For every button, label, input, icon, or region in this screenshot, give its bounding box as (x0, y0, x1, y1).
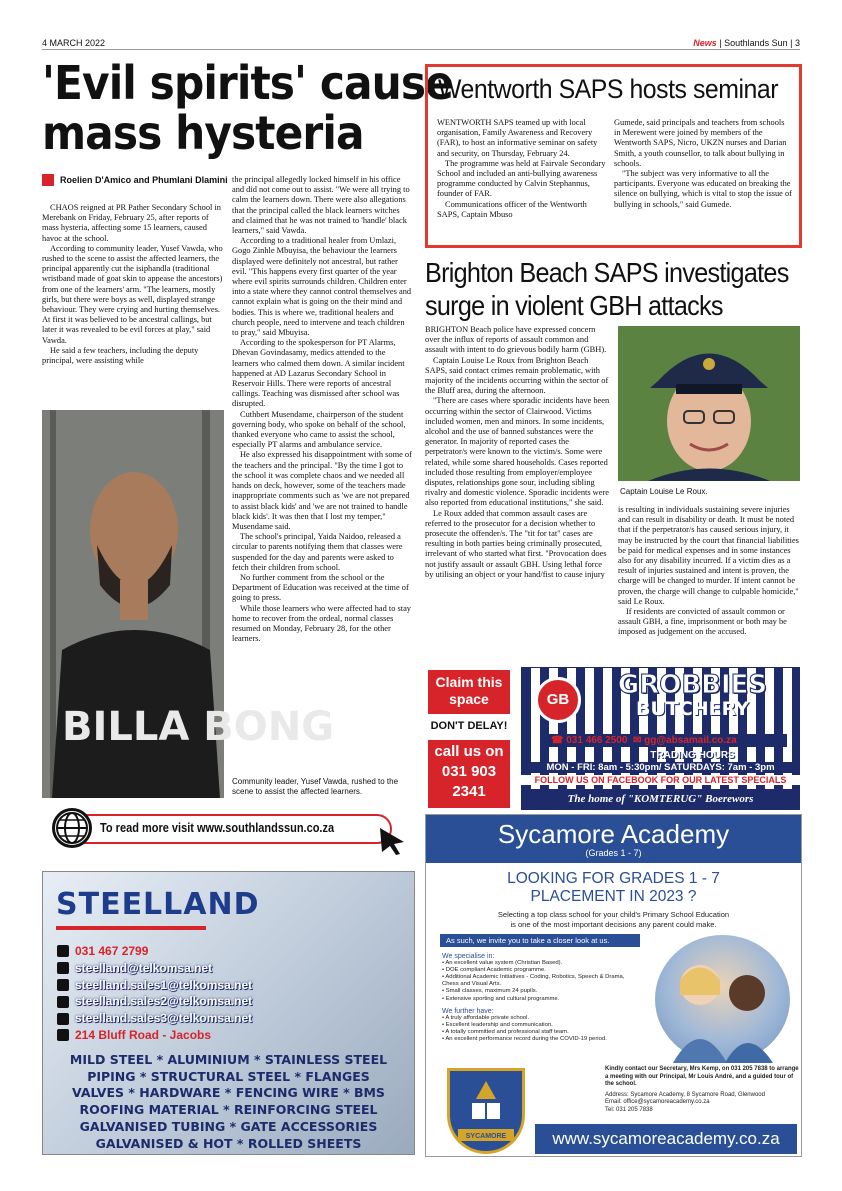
sycamore-contact (605, 1066, 800, 1114)
steelland-title: STEELLAND (56, 887, 260, 922)
grobbies-email: gg@absamail.co.za (644, 735, 737, 746)
story1-paragraph: According to a traditional healer from Umlazi, Gogo Zinhle Mbuyisa, the behaviour the learners displayed were definitely not ancestral, but rather evil. "This happens every first quarter of the year where evil spirits surrounds children. Children enter into a state where they cannot control themselves and cannot explain what is going on the their mind and bodies. This is where we, traditional healers and church people, need to intervene and teach children to pray," said Mbuyisa. (232, 236, 412, 338)
story2-column2 (614, 118, 792, 210)
feature-text: An excellent performance record during the COVID-19 period. (445, 1036, 607, 1043)
paper-page: | Southlands Sun | 3 (719, 38, 800, 48)
grobbies-logo: GB (535, 677, 581, 723)
feature-text: A totally committed and professional staff team. (445, 1028, 569, 1035)
sycamore-intro-line: is one of the most important decisions any parent could make. (510, 920, 717, 929)
product-line: GALVANISED & HOT * ROLLED SHEETS (95, 1135, 362, 1151)
sycamore-feature: • Additional Academic Initiatives - Coding, Robotics, Speech & Drama, Chess and Visual Arts. (442, 974, 625, 988)
story2-paragraph: "The subject was very informative to all the participants. Everyone was educated on breaking the silence on bullying, which is vital to stop the issue of bullying in schools," said Gumede. (614, 169, 792, 209)
sycamore-url[interactable]: www.sycamoreacademy.co.za (535, 1124, 797, 1154)
read-more-link[interactable]: To read more visit www.southlandssun.co.za (100, 821, 335, 835)
claim-ad-headline: Claim this space (428, 670, 510, 714)
product-line: PIPING * STRUCTURAL STEEL * FLANGES (87, 1068, 370, 1084)
grobbies-phone: 031 466 2500 (566, 735, 628, 746)
story1-paragraph: Cuthbert Musendame, chairperson of the student governing body, who spoke on behalf of the school, thanked everyone who came to assist the school, especially PT alarms and ambulance service. (232, 409, 406, 450)
grobbies-facebook: FOLLOW US ON FACEBOOK FOR OUR LATEST SPECIALS (521, 775, 800, 785)
sycamore-offer-title: We further have: (442, 1007, 494, 1015)
sycamore-invite: As such, we invite you to take a closer look at us. (440, 934, 640, 947)
feature-text: DOE compliant Academic programme. (445, 967, 546, 974)
grobbies-hours: MON - FRI: 8am - 5:30pm/ SATURDAYS: 7am - 3pm (521, 762, 800, 773)
product-line: MILD STEEL * ALUMINIUM * STAINLESS STEEL (69, 1052, 388, 1067)
story1-byline (42, 174, 228, 186)
story3-headline (425, 256, 789, 322)
byline-text: Roelien D'Amico and Phumlani Dlamini (60, 175, 228, 185)
sycamore-tel: Tel: 031 205 7838 (605, 1106, 653, 1113)
product-line: ROOFING MATERIAL * REINFORCING STEEL (79, 1102, 378, 1118)
grobbies-tagline: The home of "KOMTERUG" Boerewors (521, 789, 800, 810)
sycamore-feature: • An excellent performance record during the COVID-19 period. (442, 1036, 607, 1043)
sycamore-headline (426, 870, 801, 906)
sycamore-headline-line1: LOOKING FOR GRADES 1 - 7 (507, 870, 720, 887)
header-rule (42, 49, 800, 50)
sycamore-feature: • DOE compliant Academic programme. (442, 967, 546, 974)
sycamore-specialise-title: We specialise in: (442, 953, 495, 960)
sycamore-features (442, 952, 642, 1043)
feature-text: Extensive sporting and cultural programme. (445, 995, 560, 1002)
byline-marker (42, 174, 54, 186)
claim-ad-urgency: DON'T DELAY! (430, 720, 508, 732)
steelland-email: steelland.sales1@telkomsa.net (75, 977, 253, 992)
sycamore-contact-text: Kindly contact our Secretary, Mrs Kemp, on 031 205 7838 to arrange a meeting with our Principal, Mr Louis André, and a guided tour of the school. (605, 1066, 799, 1087)
story1-headline-line1: 'Evil spirits' cause (42, 56, 453, 110)
mail-icon (57, 1013, 69, 1025)
story1-headline-line2: mass hysteria (42, 106, 364, 160)
mail-icon (57, 962, 69, 974)
story1-paragraph: No further comment from the school or the Department of Education was received at the time of going to press. (232, 572, 409, 603)
story1-paragraph: The school's principal, Yaida Naidoo, released a circular to parents notifying them that classes were suspended for the day and parents were asked to fetch their children from school. (232, 532, 403, 572)
story3-headline-line1: Brighton Beach SAPS investigates (425, 257, 789, 288)
grobbies-title: GROBBIES (617, 670, 768, 700)
cursor-icon (378, 826, 408, 856)
steelland-email: steelland.sales3@telkomsa.net (75, 1011, 253, 1026)
page-folio (693, 38, 800, 48)
sycamore-headline-line2: PLACEMENT IN 2023 ? (530, 888, 697, 905)
story1-column2 (232, 175, 412, 644)
sycamore-feature: • Small classes, maximum 24 pupils. (442, 988, 538, 995)
story2-headline: Wentworth SAPS hosts seminar (438, 74, 779, 104)
sycamore-grades: (Grades 1 - 7) (585, 848, 642, 858)
story3-paragraph: is resulting in individuals sustaining severe injuries and can result in disability or death. It must be noted that if the perpetrator/s has caused serious injury, it may be instructed by the court that financial liabilities be paid for medical expenses and in some instances also for any disability incurred. If a victim dies as a result of injuries sustained and intent is proven, the charge will be changed to murder. If intent cannot be proven, the charge will change to culpable homicide," said Le Roux. (618, 505, 799, 606)
feature-text: Additional Academic Initiatives - Coding, Robotics, Speech & Drama, Chess and Visual Arts. (442, 974, 625, 988)
steelland-email: steelland.sales2@telkomsa.net (75, 994, 253, 1009)
sycamore-intro-line: Selecting a top class school for your child's Primary School Education (497, 910, 730, 919)
steelland-email: steelland@telkomsa.net (75, 960, 213, 975)
story3-paragraph: Captain Louise Le Roux from Brighton Beach SAPS, said contact crimes remain problematic, with majority of the incidents occurring within the sector of the Bluff area, during the afternoon. (425, 355, 609, 396)
story3-paragraph: Le Roux added that common assault cases are referred to the prosecutor for a decision whether to prosecute the offender/s. The "tit for tat" cases are resulting in both parties being criminally prosecuted, irrelevant of who started what first. "Provocation does not justify assault or assault GBH. Using lethal force by utilising an object or your hand/fist to cause injury (425, 508, 607, 579)
sycamore-feature: • Extensive sporting and cultural programme. (442, 995, 560, 1002)
sycamore-photo (655, 935, 790, 1063)
story3-column1 (425, 325, 611, 580)
claim-ad-phone: call us on 031 903 2341 (428, 740, 510, 808)
story3-headline-line2: surge in violent GBH attacks (425, 290, 723, 321)
story1-column1 (42, 203, 224, 366)
sycamore-intro (426, 910, 801, 930)
sycamore-feature: • An excellent value system (Christian Based). (442, 960, 563, 967)
feature-text: An excellent value system (Christian Based). (445, 960, 563, 967)
story3-column2 (618, 505, 800, 638)
story1-paragraph: He said a few teachers, including the deputy principal, were assisting while (42, 345, 199, 366)
steelland-underline (56, 926, 206, 930)
sycamore-crest (447, 1068, 525, 1154)
section-label: News (693, 38, 717, 48)
globe-graphic (55, 811, 89, 845)
feature-text: Excellent leadership and communication. (445, 1021, 553, 1028)
globe-icon (52, 808, 92, 848)
grobbies-contact (547, 734, 787, 747)
story1-paragraph: According to the spokesperson for PT Alarms, Dhevan Govindasamy, medics attended to the learners who calmed them down. A similar incident happened at AD Lazarus Secondary School in Reservoir Hills. There were reports of ancestral callings. Teaching was dismissed after school was disrupted. (232, 338, 405, 409)
story2-paragraph: WENTWORTH SAPS teamed up with local organisation, Family Awareness and Recovery (FAR), to host an informative seminar on safety and security, on Thursday, February 24. (437, 118, 598, 158)
sycamore-feature: • Excellent leadership and communication. (442, 1021, 553, 1028)
sycamore-address: Address: Sycamore Academy, 8 Sycamore Road, Glenwood (605, 1091, 765, 1098)
story2-paragraph: Communications officer of the Wentworth SAPS, Captain Mbuso (437, 199, 587, 219)
crest-illustration (450, 1071, 522, 1151)
product-line: GALVANISED TUBING * GATE ACCESSORIES (79, 1118, 378, 1134)
story3-caption: Captain Louise Le Roux. (620, 487, 708, 496)
story1-paragraph: He also expressed his disappointment with some of the teachers and the principal. "By the time I got to the school it was complete chaos and we needed all hands on deck, however, some of the teachers made inappropriate comments such as 'we are not prepared to assist black kids' and 'we are not trained to handle black kids'. It was then that I lost my temper," Musendame said. (232, 450, 412, 531)
sycamore-email: Email: office@sycamoreacademy.co.za (605, 1099, 710, 1105)
mail-icon: ✉ (632, 735, 642, 746)
story1-caption: Community leader, Yusef Vawda, rushed to the scene to assist the affected learners. (232, 777, 399, 796)
story1-paragraph: CHAOS reigned at PR Pather Secondary School in Merebank on Friday, February 25, after reports of mass hysteria, affecting some 15 learners, caused havoc at the school. (42, 203, 221, 243)
story2-column1 (437, 118, 607, 220)
sycamore-name: Sycamore Academy (497, 819, 730, 849)
feature-text: A truly affordable private school. (445, 1014, 530, 1021)
story2-paragraph: The programme was held at Fairvale Secondary School and included an anti-bullying awareness programme conducted by Calvin Stephannus, founder of FAR. (437, 158, 606, 199)
steelland-address: 214 Bluff Road - Jacobs (75, 1027, 212, 1042)
steelland-contacts (57, 943, 357, 1044)
officer-portrait-illustration (618, 326, 800, 481)
story2-paragraph: Gumede, said principals and teachers from schools in Merewent were joined by members of the Wentworth SAPS, Nicro, UKZN nurses and Darian Smith, a youth counsellor, to talk about bullying in schools. (614, 118, 787, 168)
phone-icon: ☎ (551, 735, 564, 746)
story3-paragraph: "There are cases where sporadic incidents have been occurring within the sector of Clairwood. Victims included women, men and minors. In some incidents, alcohol and the use of banned substances were the generator. In majority of reported cases the perpetrator/s were known to the victim/s. Some were related, while some shared households. Cases reported included those resulting from employer/employee disputes, relationships gone sour, including sibling rivalry and domestic violence. Sporadic incidents were also reported from educational institutions," she said. (425, 396, 610, 508)
children-illustration (655, 935, 790, 1063)
story1-headline (42, 56, 453, 160)
steelland-products (50, 1052, 407, 1152)
mail-icon (57, 996, 69, 1008)
location-icon (57, 1029, 69, 1041)
phone-icon (57, 945, 69, 957)
story3-photo (618, 326, 800, 481)
mail-icon (57, 979, 69, 991)
story1-paragraph: According to community leader, Yusef Vawda, who rushed to the scene to assist the affected learners, the principal apparently cut the isiphandla (traditional wristband made of goat skin to appease the ancestors) from one of the learners' arm. "The learners, mostly girls, but there were boys as well, displayed strange behaviour. They were crying and hurting themselves. At first it was believed to be ancestral callings, but later it was revealed to be evil forces at play," said Vawda. (42, 243, 223, 345)
sycamore-feature: • A totally committed and professional staff team. (442, 1028, 569, 1035)
story3-paragraph: If residents are convicted of assault common or assault GBH, a fine, imprisonment or both may be imposed as judgement on the accused. (618, 607, 787, 637)
crest-label: SYCAMORE (465, 1133, 507, 1140)
page-date: 4 MARCH 2022 (42, 38, 106, 48)
grobbies-subtitle: BUTCHERY (635, 698, 750, 720)
product-line: VALVES * HARDWARE * FENCING WIRE * BMS (72, 1085, 385, 1101)
story3-paragraph: BRIGHTON Beach police have expressed concern over the influx of reports of assault common and assault with intent to do grievous bodily harm (GBH). (425, 325, 607, 355)
feature-text: Small classes, maximum 24 pupils. (445, 988, 538, 995)
shirt-text: BILLA BONG (62, 704, 335, 750)
steelland-phone: 031 467 2799 (75, 944, 149, 958)
grobbies-hours-title: TRADING HOURS (650, 750, 735, 761)
sycamore-feature: • A truly affordable private school. (442, 1014, 530, 1021)
story1-paragraph: While those learners who were affected had to stay home to recover from the ordeal, normal classes resumed on Monday, February 28, for the other learners. (232, 603, 411, 644)
story1-paragraph: the principal allegedly locked himself in his office and did not come out to assist. "We were all trying to calm the learners down. There were also allegations that the principal called the black learners witches and claimed that he was not trained to 'handle' black learners," said Vawda. (232, 175, 410, 236)
